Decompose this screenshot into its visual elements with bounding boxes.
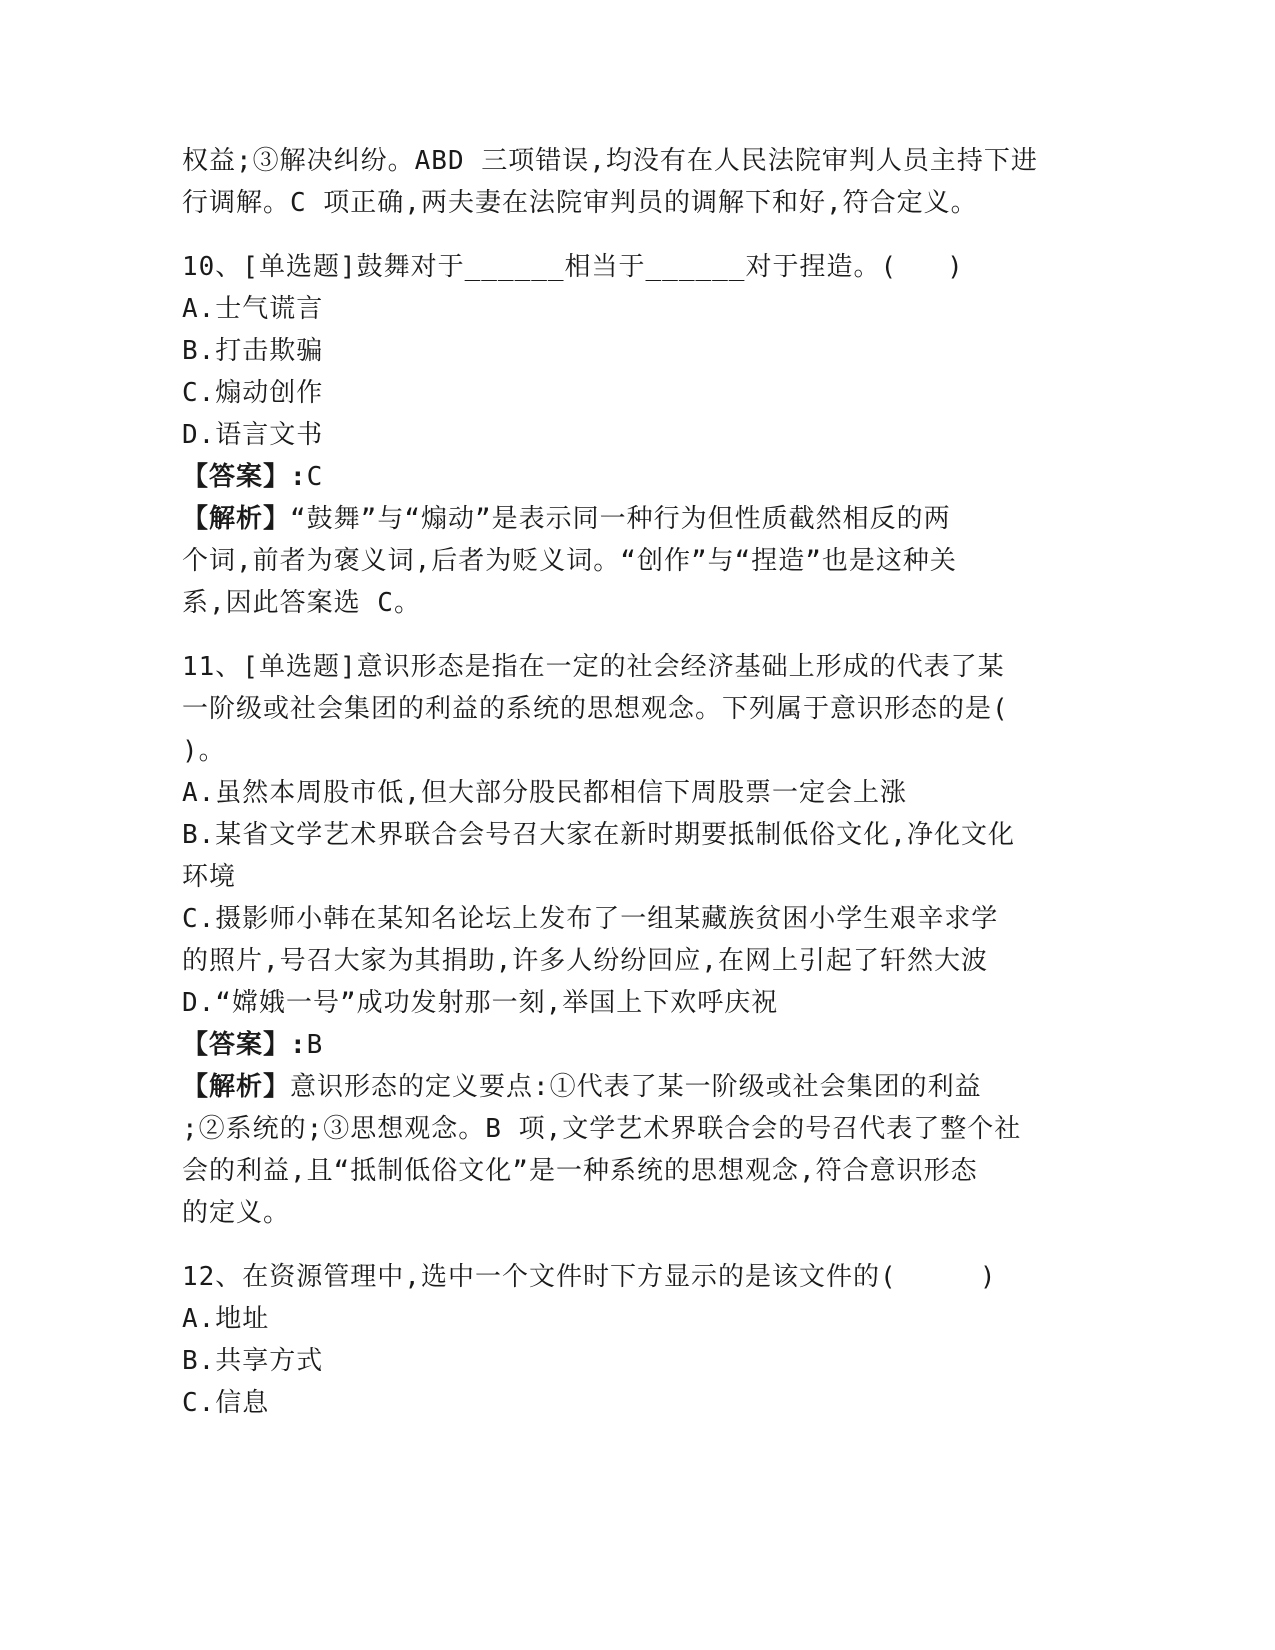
option-b: B.打击欺骗 <box>182 336 324 366</box>
option-d: D.语言文书 <box>182 420 324 450</box>
option-a: A.地址 <box>182 1304 270 1334</box>
option-b: B.某省文学艺术界联合会号召大家在新时期要抵制低俗文化,净化文化 <box>182 820 1015 850</box>
answer-label: 【答案】: <box>182 1030 307 1060</box>
question-text: 12、在资源管理中,选中一个文件时下方显示的是该文件的( ) <box>182 1262 997 1292</box>
analysis-text: 意识形态的定义要点:①代表了某一阶级或社会集团的利益 <box>290 1072 982 1102</box>
option-b: B.共享方式 <box>182 1346 324 1376</box>
intro-line: 行调解。C 项正确,两夫妻在法院审判员的调解下和好,符合定义。 <box>182 188 978 218</box>
analysis-line <box>182 498 1082 540</box>
answer-label: 【答案】: <box>182 462 307 492</box>
document-page <box>182 140 1082 1424</box>
answer-line <box>182 456 1082 498</box>
option-d: D.“嫦娥一号”成功发射那一刻,举国上下欢呼庆祝 <box>182 988 779 1018</box>
option-c: C.摄影师小韩在某知名论坛上发布了一组某藏族贫困小学生艰辛求学 <box>182 904 999 934</box>
option-c: C.煽动创作 <box>182 378 324 408</box>
option-c: 的照片,号召大家为其捐助,许多人纷纷回应,在网上引起了轩然大波 <box>182 946 988 976</box>
answer-value: C <box>306 462 324 492</box>
question-text: 11、[单选题]意识形态是指在一定的社会经济基础上形成的代表了某 <box>182 652 1005 682</box>
answer-value: B <box>306 1030 324 1060</box>
intro-block <box>182 140 1082 224</box>
analysis-text: 会的利益,且“抵制低俗文化”是一种系统的思想观念,符合意识形态 <box>182 1156 978 1186</box>
analysis-line <box>182 1066 1082 1108</box>
answer-line <box>182 1024 1082 1066</box>
analysis-text: ;②系统的;③思想观念。B 项,文学艺术界联合会的号召代表了整个社 <box>182 1114 1022 1144</box>
question-11 <box>182 646 1082 1234</box>
analysis-label: 【解析】 <box>182 1072 291 1102</box>
analysis-text: 的定义。 <box>182 1198 291 1228</box>
analysis-text: “鼓舞”与“煽动”是表示同一种行为但性质截然相反的两 <box>290 504 951 534</box>
option-c: C.信息 <box>182 1388 270 1418</box>
analysis-label: 【解析】 <box>182 504 291 534</box>
intro-line: 权益;③解决纠纷。ABD 三项错误,均没有在人民法院审判人员主持下进 <box>182 146 1038 176</box>
analysis-text: 系,因此答案选 C。 <box>182 588 421 618</box>
option-a: A.士气谎言 <box>182 294 324 324</box>
question-text: 一阶级或社会集团的利益的系统的思想观念。下列属于意识形态的是( <box>182 694 1009 724</box>
question-text: 10、[单选题]鼓舞对于______相当于______对于捏造。( ) <box>182 252 964 282</box>
question-12 <box>182 1256 1082 1424</box>
question-text: )。 <box>182 736 226 766</box>
question-10 <box>182 246 1082 624</box>
analysis-text: 个词,前者为褒义词,后者为贬义词。“创作”与“捏造”也是这种关 <box>182 546 957 576</box>
option-a: A.虽然本周股市低,但大部分股民都相信下周股票一定会上涨 <box>182 778 907 808</box>
option-b: 环境 <box>182 862 237 892</box>
